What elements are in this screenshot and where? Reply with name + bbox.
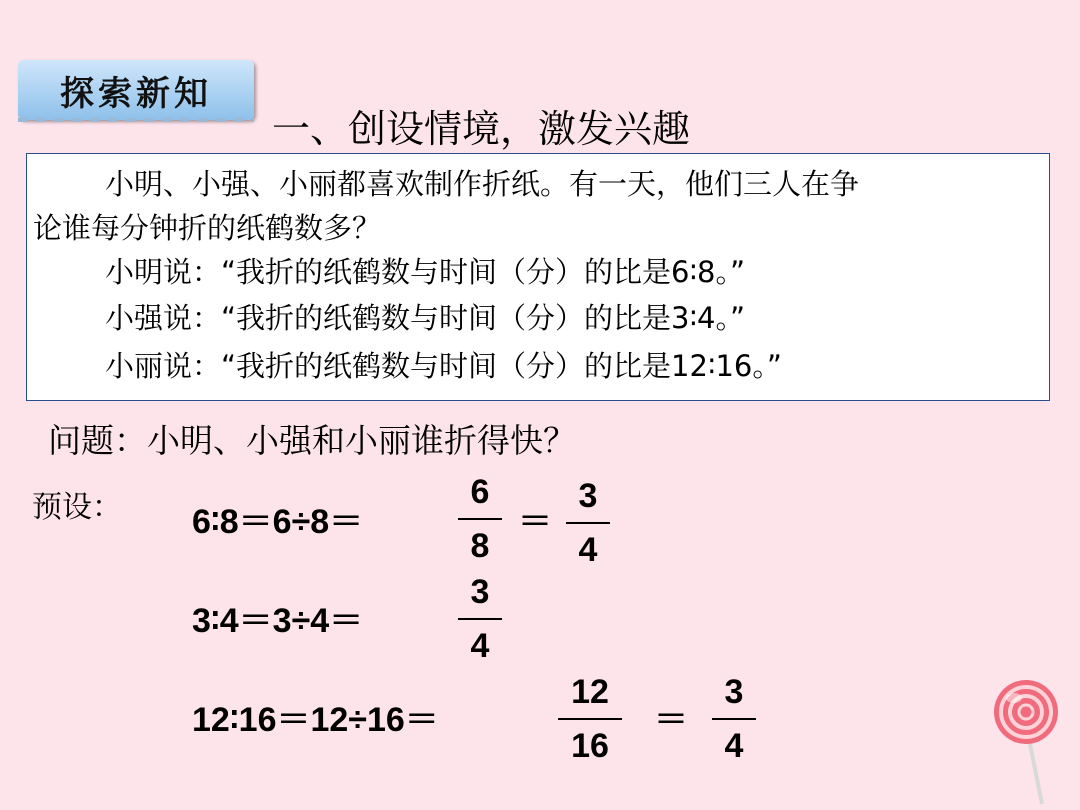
denominator: 4 [470, 627, 490, 665]
story-line: 小丽说：“我折的纸鹤数与时间（分）的比是12∶16。” [105, 349, 782, 383]
fraction-bar [712, 718, 756, 720]
numerator: 3 [578, 477, 598, 515]
numerator: 3 [470, 573, 490, 611]
numerator: 6 [470, 473, 490, 511]
equation-3-fraction-1 [558, 672, 622, 766]
section-tag [18, 60, 254, 120]
tag-underline [18, 118, 254, 122]
equation-1-equals: ＝ [518, 503, 552, 541]
equation-2-fraction-1 [458, 572, 502, 666]
story-line: 小强说：“我折的纸鹤数与时间（分）的比是3∶4。” [105, 301, 745, 335]
fraction-bar [566, 522, 610, 524]
story-box [26, 153, 1050, 401]
denominator: 8 [470, 527, 490, 565]
story-line: 小明说：“我折的纸鹤数与时间（分）的比是6∶8。” [105, 255, 745, 289]
fraction-bar [458, 618, 502, 620]
fraction-bar [558, 718, 622, 720]
equation-3-fraction-2 [712, 672, 756, 766]
question: 问题：小明、小强和小丽谁折得快？ [48, 421, 576, 460]
section-title: 一、创设情境，激发兴趣 [272, 107, 691, 151]
equation-1-fraction-2 [566, 476, 610, 570]
denominator: 4 [724, 727, 744, 765]
story-line: 论谁每分钟折的纸鹤数多？ [33, 211, 382, 245]
equation-1-lhs: 6∶8＝6÷8＝ [192, 503, 364, 541]
equation-3-lhs: 12∶16＝12÷16＝ [192, 701, 439, 739]
denominator: 16 [571, 727, 609, 765]
equation-3-equals: ＝ [654, 701, 688, 739]
section-tag-label: 探索新知 [60, 73, 212, 114]
preset-label: 预设： [32, 490, 122, 525]
numerator: 12 [571, 673, 609, 711]
fraction-bar [458, 518, 502, 520]
equation-2-lhs: 3∶4＝3÷4＝ [192, 602, 364, 640]
story-line: 小明、小强、小丽都喜欢制作折纸。有一天，他们三人在争 [105, 167, 860, 201]
denominator: 4 [578, 531, 598, 569]
equation-1-fraction-1 [458, 472, 502, 566]
lollipop-icon [990, 676, 1070, 806]
numerator: 3 [724, 673, 744, 711]
